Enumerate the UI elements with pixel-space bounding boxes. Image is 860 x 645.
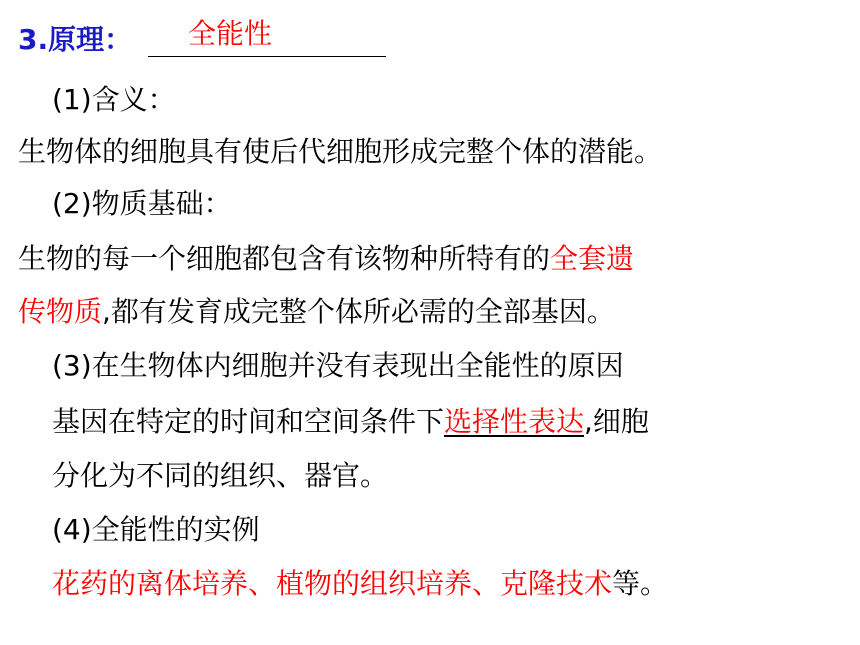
- section3-line2: 分化为不同的组织、器官。: [52, 459, 389, 492]
- section4-title: (4)全能性的实例: [52, 513, 260, 546]
- section2-highlight-2: 传物质: [18, 295, 103, 328]
- section3-highlight: 选择性表达: [444, 405, 585, 438]
- section2-body-line1: [18, 241, 634, 277]
- section2-body-text: 生物的每一个细胞都包含有该物种所特有的: [18, 242, 551, 275]
- section2-highlight-1: 全套遗: [550, 242, 635, 275]
- section1-body: 生物体的细胞具有使后代细胞形成完整个体的潜能。: [18, 135, 663, 168]
- section2-body-line2: [18, 294, 615, 330]
- section4-examples-highlight: 花药的离体培养、植物的组织培养、克隆技术: [52, 567, 613, 600]
- section1-title: (1)含义：: [52, 83, 176, 116]
- heading-answer: 全能性: [188, 17, 273, 50]
- section3-line1: [52, 404, 649, 440]
- section2-title: (2)物质基础：: [52, 187, 232, 220]
- section2-body-text-2: ,都有发育成完整个体所必需的全部基因。: [102, 295, 615, 328]
- heading-label: 3.原理：: [18, 23, 133, 56]
- section3-title: (3)在生物体内细胞并没有表现出全能性的原因: [52, 349, 624, 382]
- section3-text-1: 基因在特定的时间和空间条件下: [52, 405, 445, 438]
- section4-examples-suffix: 等。: [612, 567, 669, 600]
- section3-text-2: ,细胞: [584, 405, 649, 438]
- section4-examples: [52, 566, 668, 602]
